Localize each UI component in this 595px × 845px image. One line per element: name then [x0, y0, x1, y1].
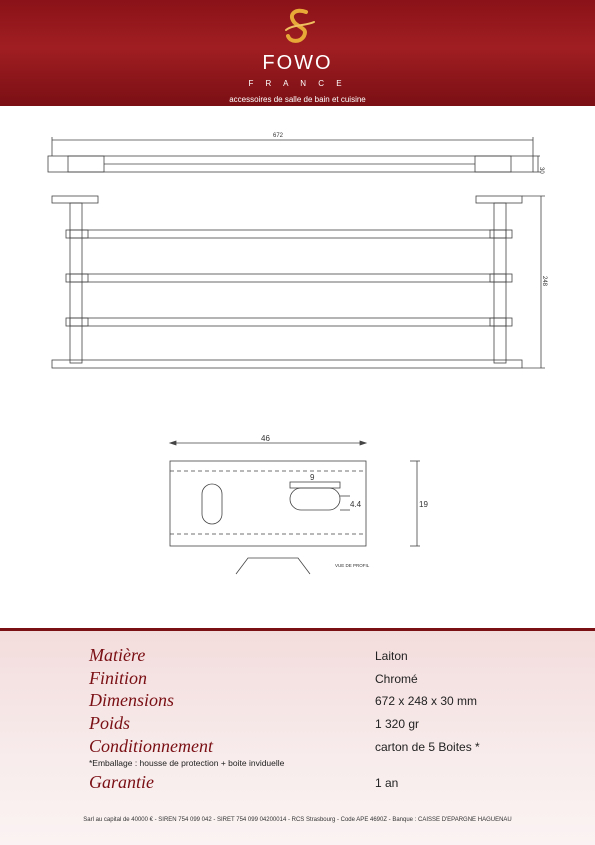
top-view — [48, 137, 540, 172]
spec-label-finish: Finition — [89, 668, 147, 688]
spec-value-packaging: carton de 5 Boites * — [375, 740, 480, 754]
dimension-depth-label: 30 — [538, 167, 544, 174]
bar-3 — [70, 318, 506, 326]
brand-name: FOWO — [262, 52, 333, 74]
header-banner — [0, 0, 595, 106]
legal-line: Sarl au capital de 40000 € - SIREN 754 099 042 - SIRET 754 099 04200014 - RCS Strasbourg - Code APE 4690Z - Banque : CAISSE D'EPARGNE HAGUENAU — [83, 817, 512, 823]
technical-drawing — [0, 106, 595, 626]
spec-label-weight: Poids — [89, 713, 131, 733]
dimension-length-label: 672 — [273, 133, 284, 139]
spec-value-warranty: 1 an — [375, 776, 399, 790]
slot-height-label: 4.4 — [350, 500, 362, 509]
profile-width-label: 46 — [261, 434, 270, 443]
bottom-bar — [52, 360, 522, 368]
dimension-height-label: 248 — [541, 276, 547, 287]
profile-caption: VUE DE PROFIL — [335, 563, 370, 568]
packaging-note: *Emballage : housse de protection + boite inviduelle — [89, 758, 285, 768]
profile-height-label: 19 — [419, 500, 428, 509]
spec-value-finish: Chromé — [375, 672, 418, 686]
brand-tagline: accessoires de salle de bain et cuisine — [229, 95, 366, 104]
slot-width-label: 9 — [310, 473, 315, 482]
spec-label-packaging: Conditionnement — [89, 736, 213, 756]
bar-2 — [70, 274, 506, 282]
spec-value-dimensions: 672 x 248 x 30 mm — [375, 694, 478, 708]
bar-1 — [70, 230, 506, 238]
spec-footer — [0, 628, 595, 845]
spec-label-dimensions: Dimensions — [89, 690, 174, 710]
profile-view — [170, 441, 420, 574]
brand-logo-icon — [282, 8, 316, 48]
spec-label-material: Matière — [89, 645, 146, 665]
spec-value-material: Laiton — [375, 649, 408, 663]
brand-country: F R A N C E — [248, 79, 347, 88]
spec-value-weight: 1 320 gr — [375, 717, 420, 731]
spec-label-warranty: Garantie — [89, 772, 154, 792]
profile-plate — [170, 461, 366, 546]
front-view — [52, 196, 545, 368]
